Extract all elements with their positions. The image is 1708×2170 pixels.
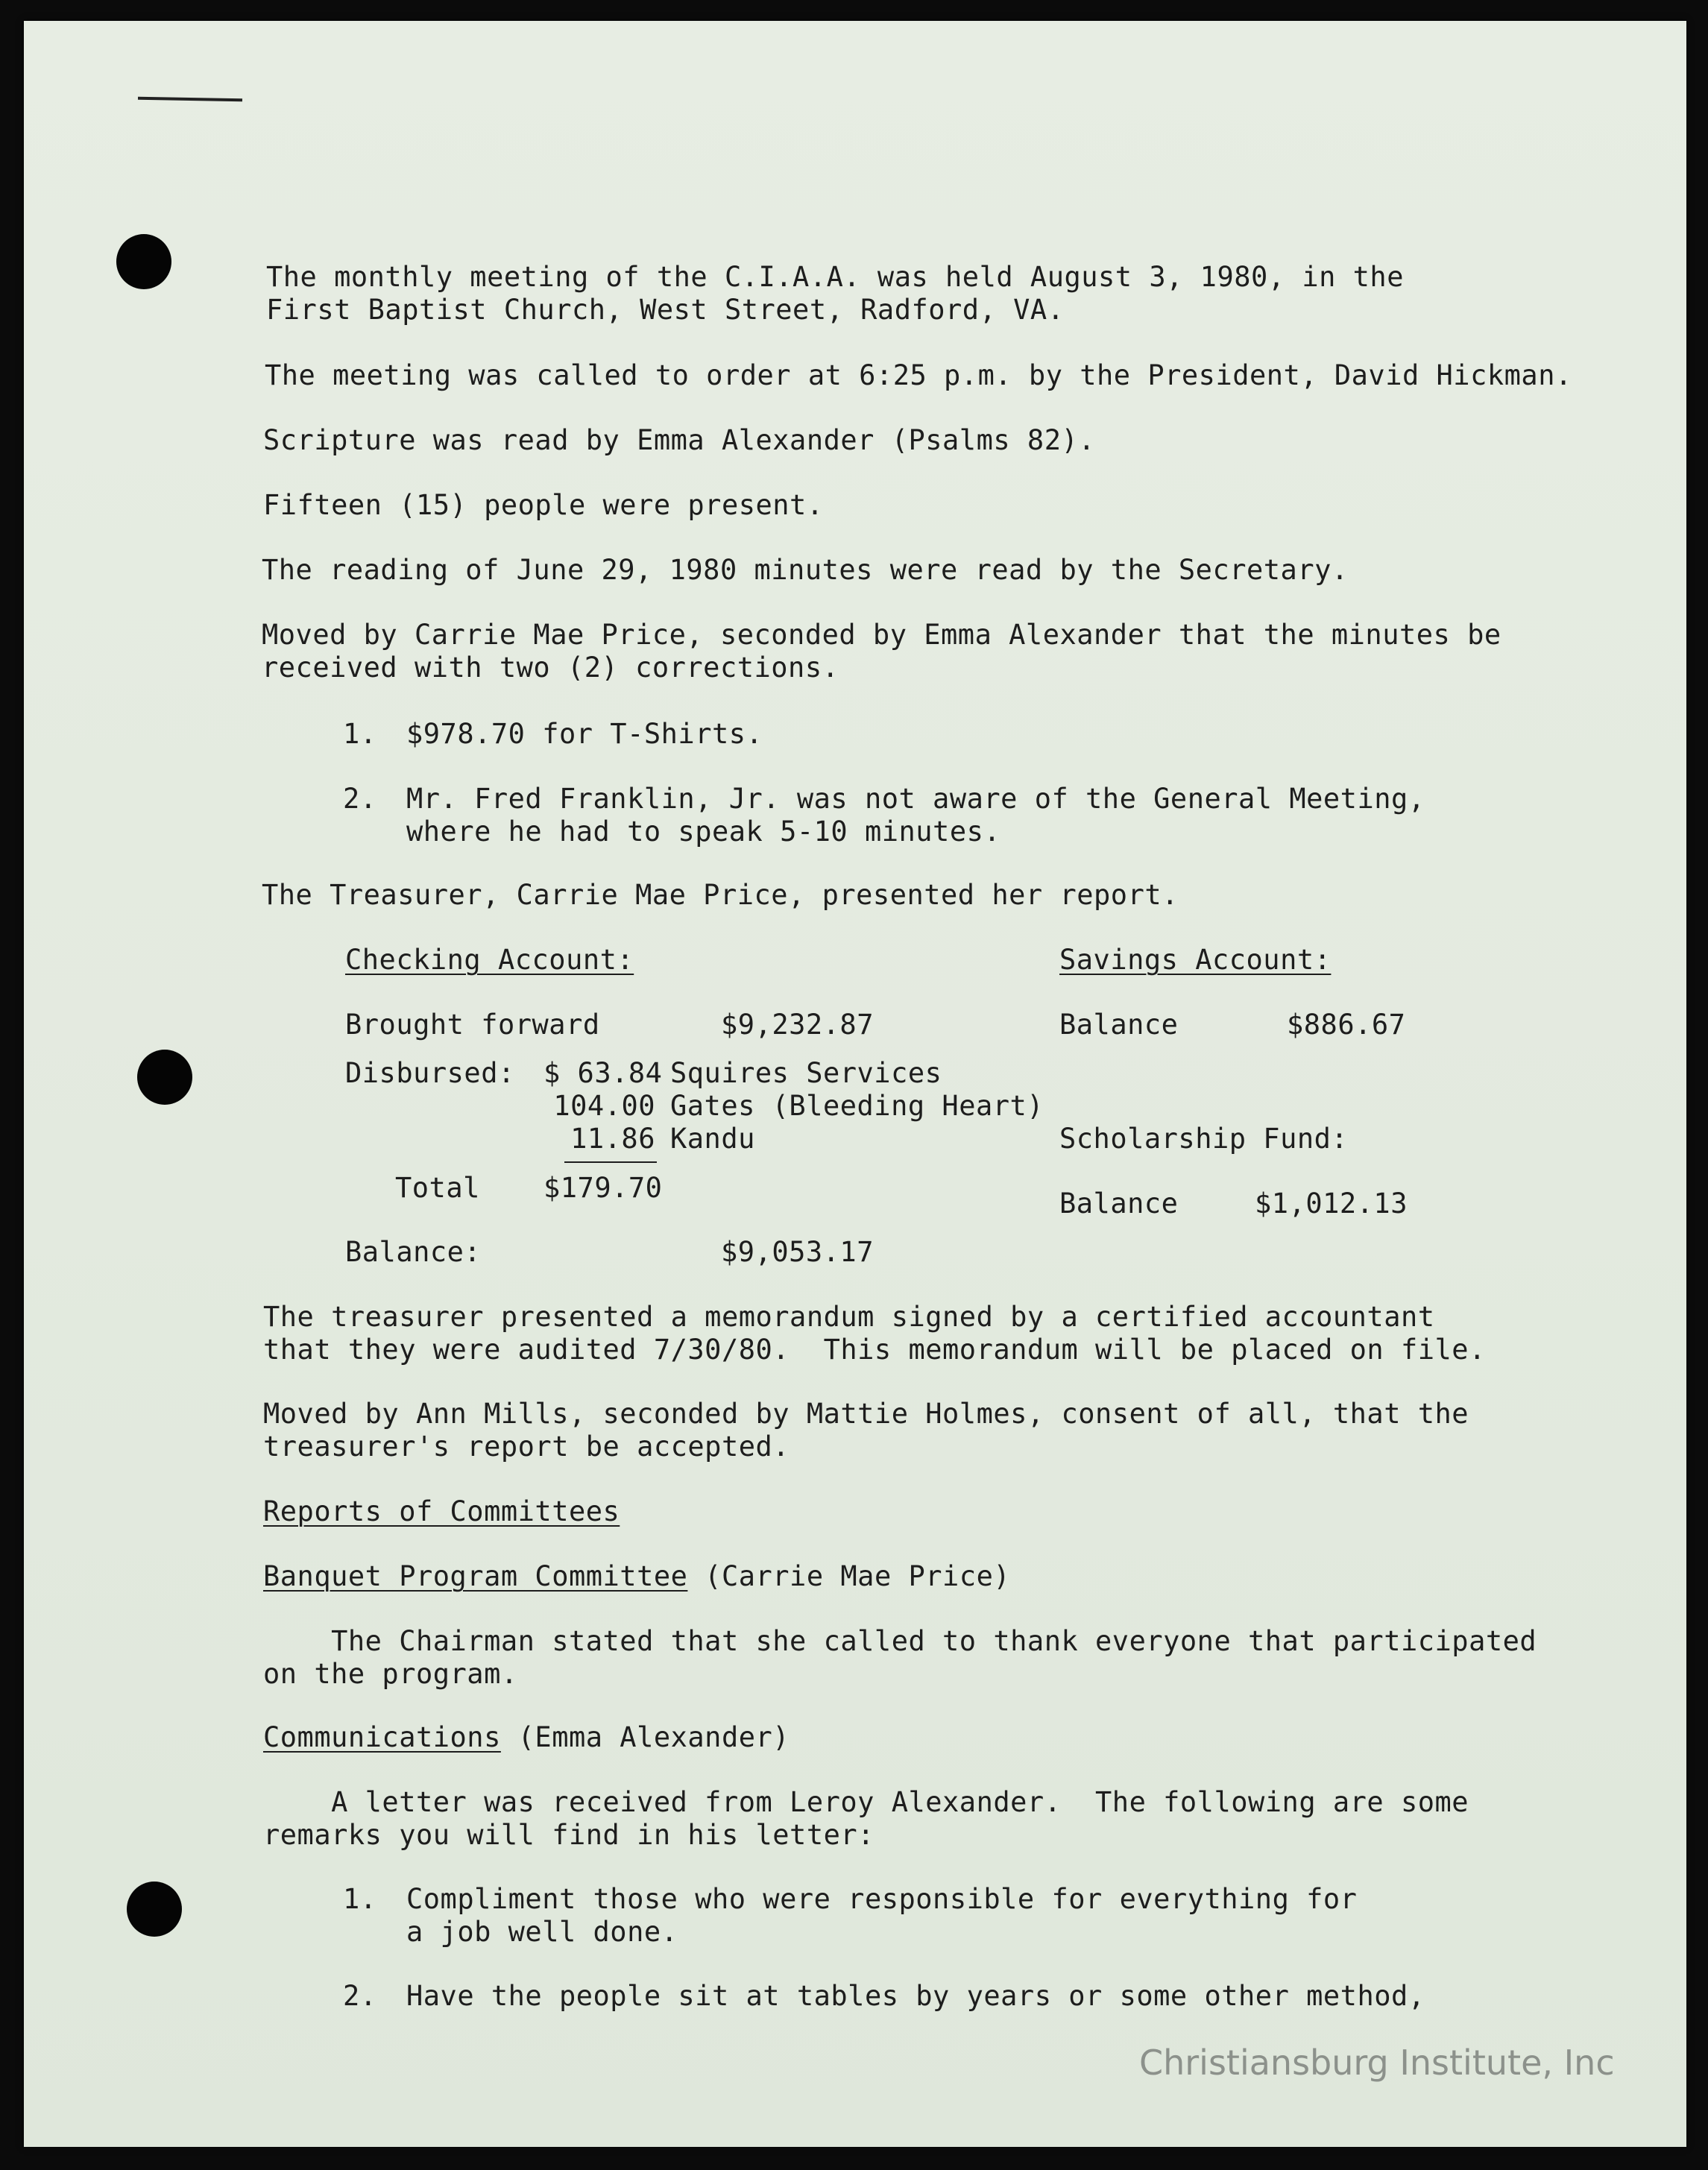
disbursement-payee: Gates (Bleeding Heart) (670, 1090, 1044, 1122)
disbursement-amount: $ 63.84 (543, 1057, 663, 1089)
subtotal-rule (564, 1161, 657, 1163)
remark-text: Have the people sit at tables by years or some other method, (406, 1980, 1425, 2012)
scholarship-balance-label: Balance (1059, 1187, 1179, 1220)
minutes-reading: The reading of June 29, 1980 minutes were read by the Secretary. (262, 554, 1349, 586)
remark-text: Compliment those who were responsible for everything for a job well done. (406, 1883, 1358, 1948)
checking-balance-value: $9,053.17 (721, 1236, 874, 1268)
intro-paragraph: The monthly meeting of the C.I.A.A. was held August 3, 1980, in the First Baptist Church, West Street, Radford, VA. (266, 261, 1404, 326)
checking-balance-label: Balance: (345, 1236, 482, 1268)
reports-heading: Reports of Committees (263, 1495, 620, 1527)
savings-balance-value: $886.67 (1287, 1009, 1406, 1041)
checking-heading: Checking Account: (345, 944, 634, 976)
document-page (24, 21, 1686, 2147)
disbursed-label: Disbursed: (345, 1057, 515, 1089)
savings-balance-label: Balance (1059, 1009, 1179, 1041)
called-to-order: The meeting was called to order at 6:25 p.m. by the President, David Hickman. (265, 359, 1572, 391)
disbursement-amount: 11.86 (570, 1123, 655, 1155)
banquet-paragraph: The Chairman stated that she called to thank everyone that participated on the program. (263, 1625, 1537, 1690)
report-motion: Moved by Ann Mills, seconded by Mattie Holmes, consent of all, that the treasurer's report be accepted. (263, 1398, 1469, 1463)
punch-hole-top (116, 234, 171, 289)
total-value: $179.70 (543, 1172, 663, 1204)
correction-number: 1. (343, 718, 377, 750)
disbursement-amount: 104.00 (553, 1090, 655, 1122)
banquet-line (263, 1560, 1010, 1593)
attendance-line: Fifteen (15) people were present. (263, 489, 824, 521)
banquet-heading: Banquet Program Committee (263, 1560, 688, 1592)
correction-number: 2. (343, 783, 377, 815)
remark-number: 1. (343, 1883, 377, 1915)
savings-heading: Savings Account: (1059, 944, 1332, 976)
minutes-motion: Moved by Carrie Mae Price, seconded by Emma Alexander that the minutes be received with two (2) corrections. (262, 619, 1501, 684)
disbursement-payee: Kandu (670, 1123, 755, 1155)
scripture-line: Scripture was read by Emma Alexander (Psalms 82). (263, 424, 1096, 456)
scholarship-balance-value: $1,012.13 (1255, 1187, 1408, 1220)
punch-hole-bottom (127, 1882, 182, 1937)
brought-forward-label: Brought forward (345, 1009, 600, 1041)
scholarship-heading: Scholarship Fund: (1059, 1123, 1349, 1155)
treasurer-intro: The Treasurer, Carrie Mae Price, presented her report. (262, 879, 1179, 911)
communications-person: (Emma Alexander) (500, 1721, 790, 1753)
banquet-person: (Carrie Mae Price) (687, 1560, 1011, 1592)
communications-heading: Communications (263, 1721, 501, 1753)
watermark: Christiansburg Institute, Inc (1139, 2043, 1615, 2083)
disbursement-payee: Squires Services (670, 1057, 942, 1089)
communications-line (263, 1721, 790, 1754)
punch-hole-middle (137, 1050, 192, 1105)
brought-forward-value: $9,232.87 (721, 1009, 874, 1041)
remark-number: 2. (343, 1980, 377, 2012)
correction-text: $978.70 for T-Shirts. (406, 718, 763, 750)
page-mark (138, 97, 242, 101)
correction-text: Mr. Fred Franklin, Jr. was not aware of the General Meeting, where he had to speak 5-10 minutes. (406, 783, 1425, 848)
total-label: Total (395, 1172, 480, 1204)
communications-paragraph: A letter was received from Leroy Alexander. The following are some remarks you will find in his letter: (263, 1786, 1469, 1851)
memorandum-paragraph: The treasurer presented a memorandum signed by a certified accountant that they were audited 7/30/80. This memorandum will be placed on file. (263, 1301, 1486, 1366)
